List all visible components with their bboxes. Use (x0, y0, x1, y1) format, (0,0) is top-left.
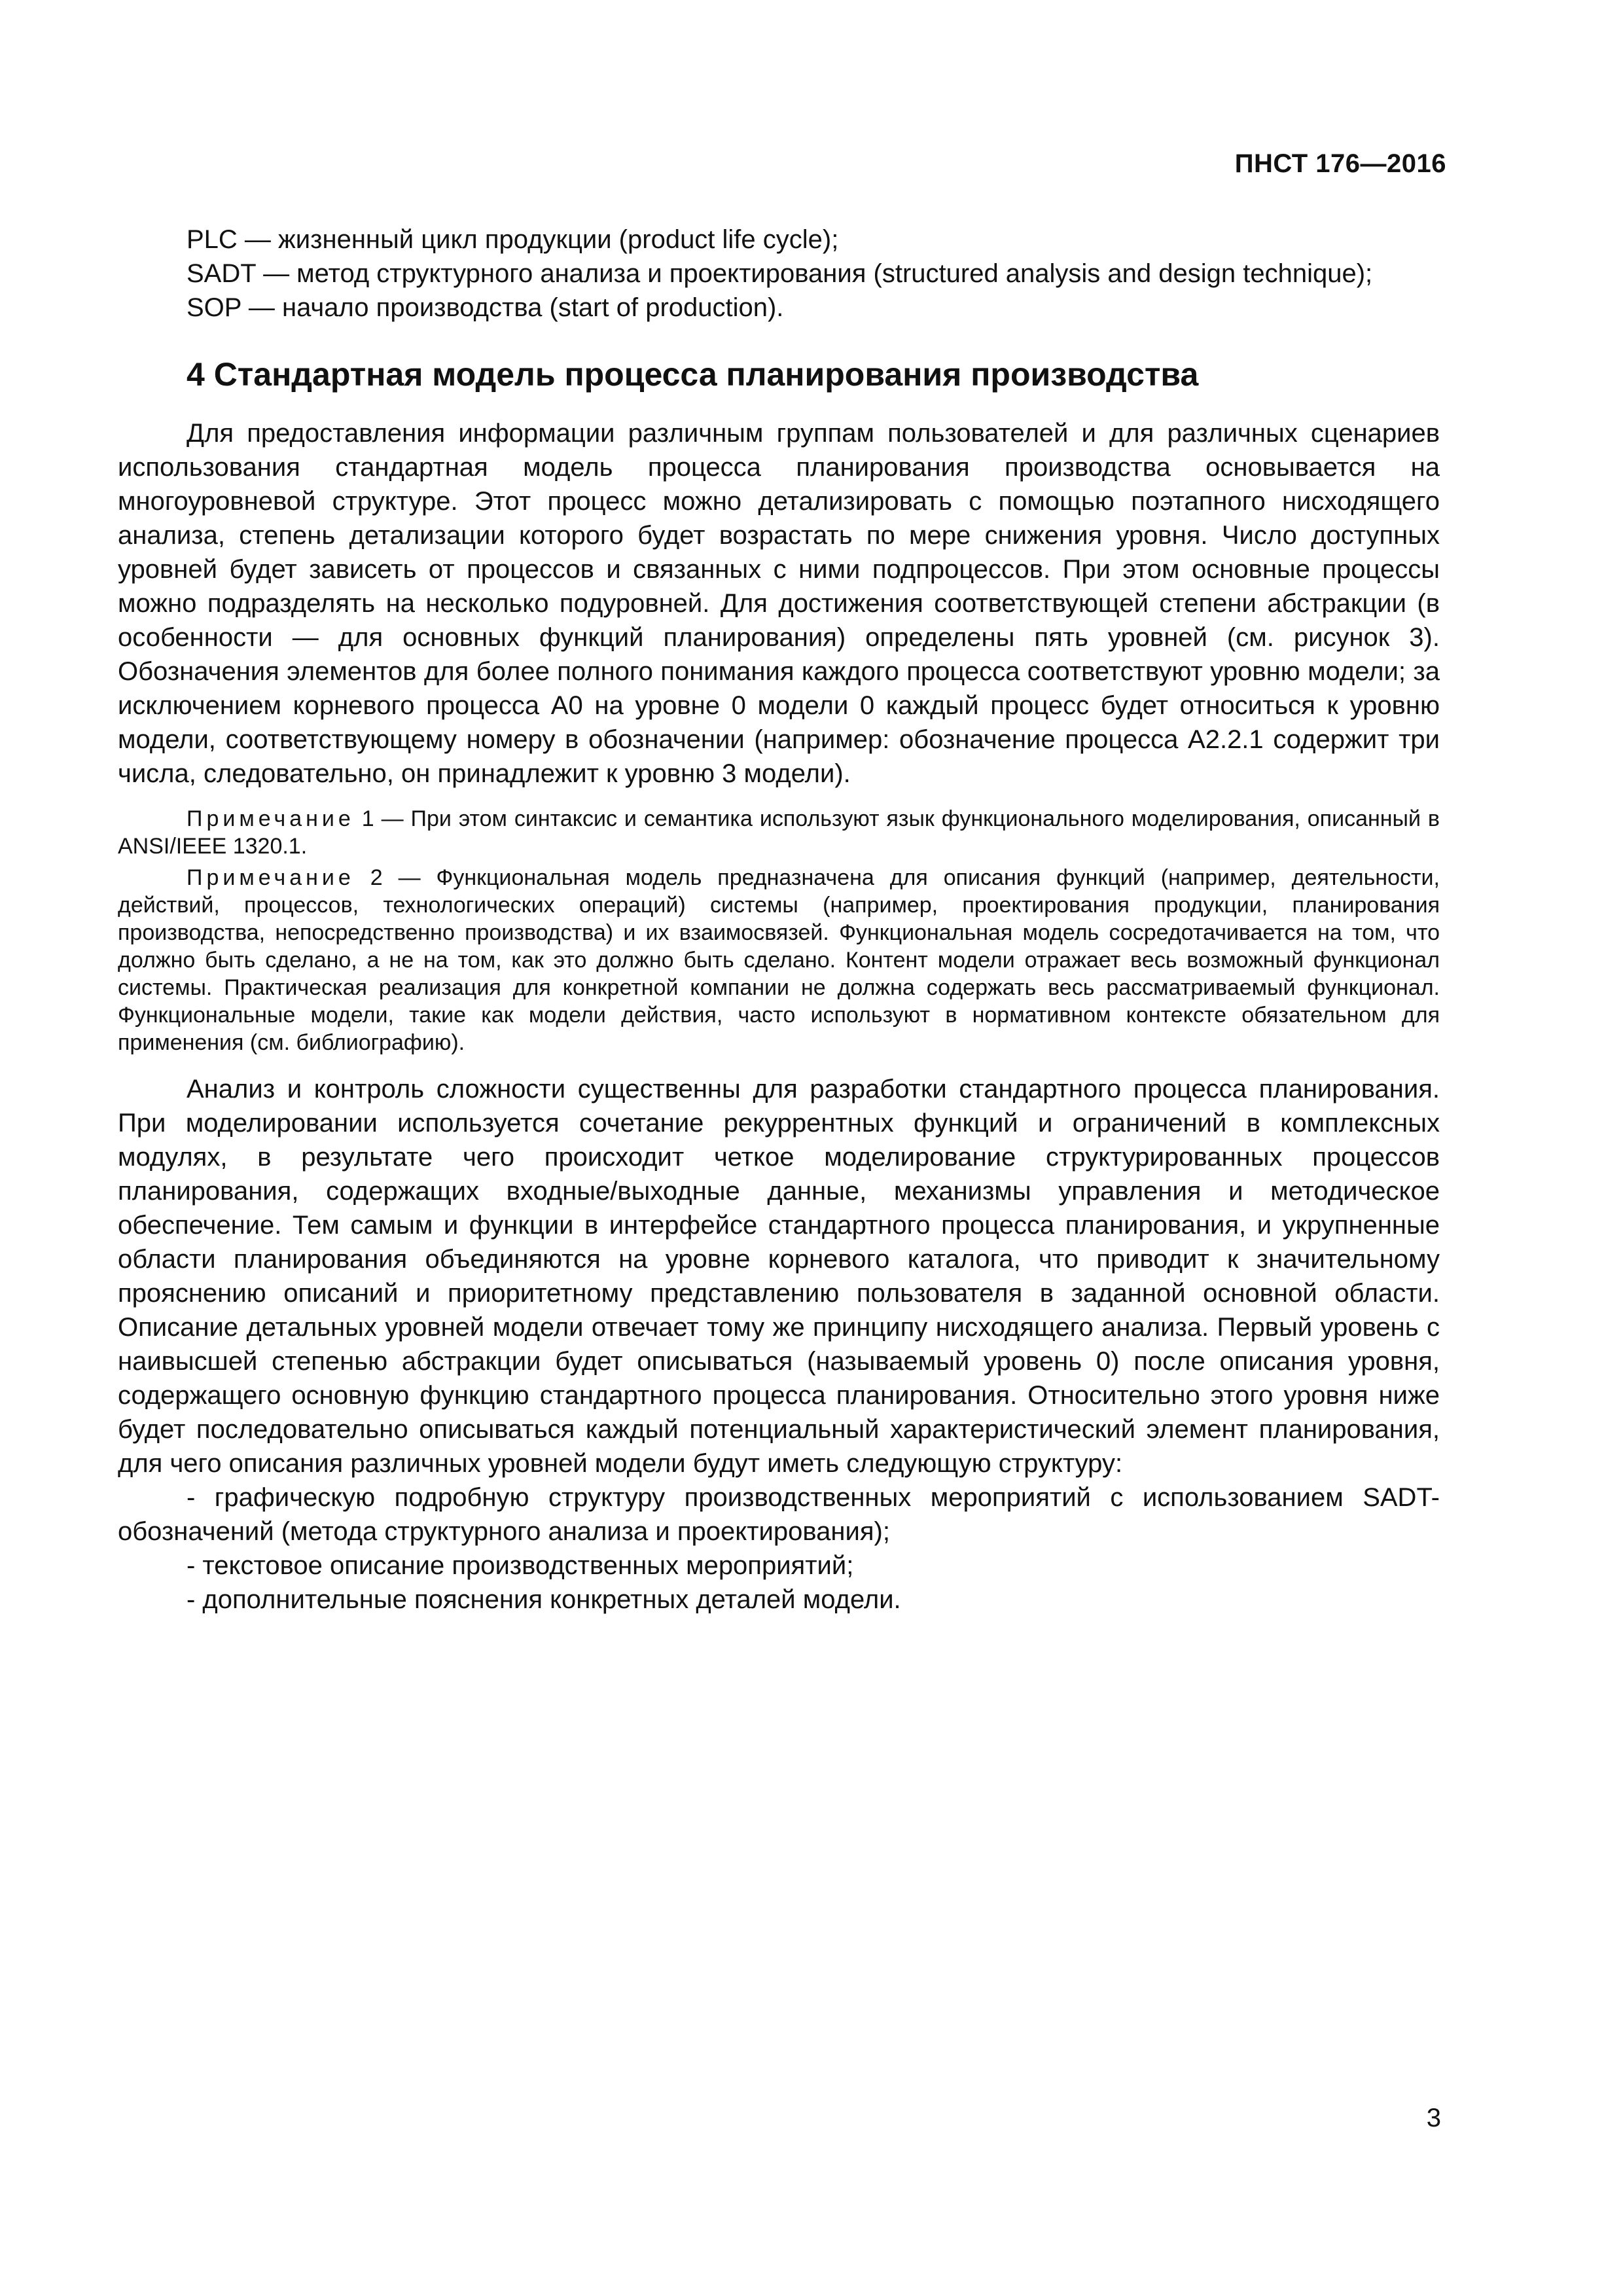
note-text: 1 — При этом синтаксис и семантика используют язык функционального моделирования, описанный в ANSI/IEEE 1320.1. (118, 806, 1440, 859)
note-label: Примечание (187, 806, 355, 831)
note-text: 2 — Функциональная модель предназначена для описания функций (например, деятельности, действий, процессов, технологических операций) системы (например, проектирования продукции, планирования производства, непосредственно производства) и их взаимосвязей. Функциональная модель сосредотачивается на том, что должно быть сделано, а не на том, как это должно быть сделано. Контент модели отражает весь возможный функционал системы. Практическая реализация для конкретной компании не должна содержать весь рассматриваемый функционал. Функциональные модели, такие как модели действия, часто используют в нормативном контексте обязательном для применения (см. библиографию). (118, 865, 1440, 1055)
body-paragraph: Для предоставления информации различным группам пользователей и для различных сценариев использования стандартная модель процесса планирования производства основывается на многоуровневой структуре. Этот процесс можно детализировать с помощью поэтапного нисходящего анализа, степень детализации которого будет возрастать по мере снижения уровня. Число доступных уровней будет зависеть от процессов и связанных с ними подпроцессов. При этом основные процессы можно подразделять на несколько подуровней. Для достижения соответствующей степени абстракции (в особенности — для основных функций планирования) определены пять уровней (см. рисунок 3). Обозначения элементов для более полного понимания каждого процесса соответствуют уровню модели; за исключением корневого процесса А0 на уровне 0 модели 0 каждый процесс будет относиться к уровню модели, соответствующему номеру в обозначении (например: обозначение процесса А2.2.1 содержит три числа, следовательно, он принадлежит к уровню 3 модели). (118, 419, 1440, 788)
notes-block (118, 805, 1440, 1056)
page-content (118, 223, 1440, 1617)
abbreviation-item: SOP — начало производства (start of production). (187, 293, 784, 322)
note-label: Примечание (187, 865, 355, 890)
list-item: - текстовое описание производственных мероприятий; (187, 1551, 854, 1580)
structure-list (118, 1480, 1440, 1617)
list-item: - графическую подробную структуру производственных мероприятий с использованием SADT-обозначений (метода структурного анализа и проектирования); (118, 1483, 1440, 1546)
page-number: 3 (1426, 2104, 1441, 2132)
section-title: 4 Стандартная модель процесса планирования производства (187, 356, 1199, 393)
abbreviations-list (118, 223, 1440, 325)
body-paragraph: Анализ и контроль сложности существенны для разработки стандартного процесса планирования. При моделировании используется сочетание рекуррентных функций и ограничений в комплексных модулях, в результате чего происходит четкое моделирование структурированных процессов планирования, содержащих входные/выходные данные, механизмы управления и методическое обеспечение. Тем самым и функции в интерфейсе стандартного процесса планирования, и укрупненные области планирования объединяются на уровне корневого каталога, что приводит к значительному прояснению описаний и приоритетному представлению пользователя в заданной основной области. Описание детальных уровней модели отвечает тому же принципу нисходящего анализа. Первый уровень с наивысшей степенью абстракции будет описываться (называемый уровень 0) после описания уровня, содержащего основную функцию стандартного процесса планирования. Относительно этого уровня ниже будет последовательно описываться каждый потенциальный характеристический элемент планирования, для чего описания различных уровней модели будут иметь следующую структуру: (118, 1075, 1440, 1478)
list-item: - дополнительные пояснения конкретных деталей модели. (187, 1585, 901, 1614)
abbreviation-item: SADT — метод структурного анализа и проектирования (structured analysis and design technique); (187, 259, 1373, 288)
note-2 (118, 864, 1440, 1056)
note-1 (118, 805, 1440, 860)
document-id-header: ПНСТ 176—2016 (1234, 149, 1446, 178)
abbreviation-item: PLC — жизненный цикл продукции (product life cycle); (187, 225, 839, 254)
